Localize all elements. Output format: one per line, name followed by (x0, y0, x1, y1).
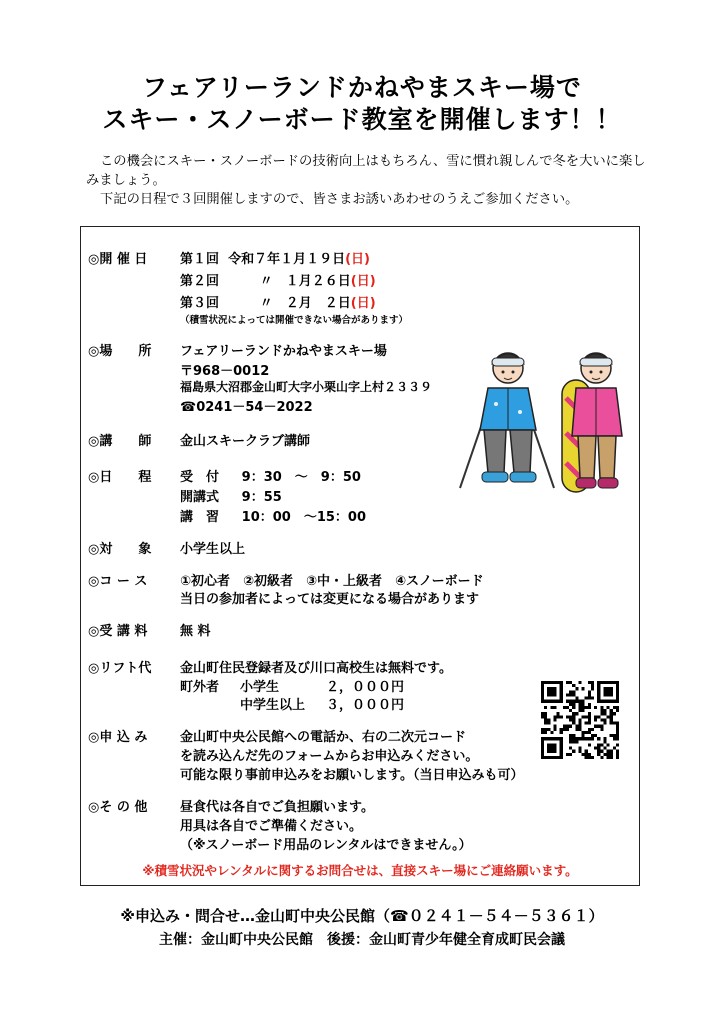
place-zip: 〒968－0012 (180, 364, 270, 379)
intro-paragraph-2: 下記の日程で３回開催しますので、皆さまお誘いあわせのうえご参加ください。 (100, 192, 579, 207)
date-value: 令和７年１月１９日 (228, 252, 346, 267)
lift-price: ２，０００円 (326, 680, 405, 695)
instructor-value: 金山スキークラブ講師 (180, 434, 311, 449)
skiers-illustration (448, 338, 626, 498)
apply-line2: を読み込んだ先のフォームからお申込みください。 (180, 749, 479, 764)
lift-who: 中学生以上 (240, 698, 306, 713)
date-row (180, 292, 376, 311)
intro-paragraph-1: この機会にスキー・スノーボードの技術向上はもちろん、雪に慣れ親しんで冬を大いに楽しみましょう。 (86, 154, 646, 188)
schedule-name: 開講式 (180, 490, 220, 505)
date-num: 第３回 (180, 296, 220, 311)
instructor-label: ◎講 師 (88, 434, 152, 449)
date-value: 〃 １月２６日 (259, 274, 351, 289)
schedule-row (180, 506, 366, 525)
date-value: 〃 ２月 ２日 (259, 296, 351, 311)
schedule-row (180, 486, 282, 505)
schedule-time: 9：30 ～ 9：50 (241, 470, 361, 485)
page-title-line2: スキー・スノーボード教室を開催します！！ (102, 105, 622, 134)
footer-contact: ※申込み・問合せ…金山町中央公民館（☎０２４１－５４－５３６１） (120, 907, 604, 925)
place-phone: ☎0241－54－2022 (180, 400, 313, 415)
lift-outside: 町外者 (180, 680, 220, 695)
date-day: (日) (350, 296, 376, 311)
date-row (180, 248, 370, 267)
date-day: (日) (350, 274, 376, 289)
other-line1: 昼食代は各自でご負担願います。 (180, 800, 374, 815)
lift-price: ３，０００円 (326, 698, 405, 713)
target-label: ◎対 象 (88, 542, 152, 557)
other-label: ◎そ の 他 (88, 800, 148, 815)
target-value: 小学生以上 (180, 542, 246, 557)
fee-label: ◎受 講 料 (88, 624, 148, 639)
place-address: 福島県大沼郡金山町大字小栗山字上村２３３９ (180, 380, 433, 394)
course-note: 当日の参加者によっては変更になる場合があります (180, 592, 480, 607)
schedule-time: 9：55 (241, 490, 282, 505)
other-line2: 用具は各自でご準備ください。 (180, 819, 363, 834)
schedule-row (180, 466, 361, 485)
schedule-name: 受 付 (180, 470, 220, 485)
date-num: 第１回 (180, 252, 220, 267)
contact-notice: ※積雪状況やレンタルに関するお問合せは、直接スキー場にご連絡願います。 (142, 863, 578, 878)
place-name: フェアリーランドかねやまスキー場 (180, 344, 387, 359)
date-day: (日) (345, 252, 370, 267)
place-label: ◎場 所 (88, 344, 152, 359)
apply-line1: 金山町中央公民館への電話か、右の二次元コード (180, 730, 467, 745)
intro-text (86, 152, 646, 209)
lift-label: ◎リフト代 (88, 661, 152, 676)
dates-note: （積雪状況によっては開催できない場合があります） (180, 315, 409, 326)
fee-value: 無 料 (180, 624, 211, 639)
course-value: ①初心者 ②初級者 ③中・上級者 ④スノーボード (180, 574, 484, 589)
schedule-time: 10：00 ～15：00 (241, 510, 367, 525)
date-row (180, 270, 376, 289)
footer-organizer: 主催：金山町中央公民館 後援：金山町青少年健全育成町民会議 (159, 932, 565, 948)
schedule-name: 講 習 (180, 510, 220, 525)
dates-label: ◎開 催 日 (88, 252, 148, 267)
lift-line1: 金山町住民登録者及び川口高校生は無料です。 (180, 661, 452, 676)
other-line3: （※スノーボード用品のレンタルはできません。） (180, 838, 472, 853)
lift-who: 小学生 (240, 680, 280, 695)
qr-code-icon[interactable] (541, 681, 619, 759)
girl-snowboarder-figure (572, 353, 622, 488)
apply-label: ◎申 込 み (88, 730, 148, 745)
page-title-line1: フェアリーランドかねやまスキー場で (142, 73, 582, 102)
date-num: 第２回 (180, 274, 220, 289)
boy-skier-figure (460, 353, 554, 488)
schedule-label: ◎日 程 (88, 470, 152, 485)
apply-line3: 可能な限り事前申込みをお願いします。（当日申込みも可） (180, 768, 524, 783)
course-label: ◎コ ー ス (88, 574, 148, 589)
